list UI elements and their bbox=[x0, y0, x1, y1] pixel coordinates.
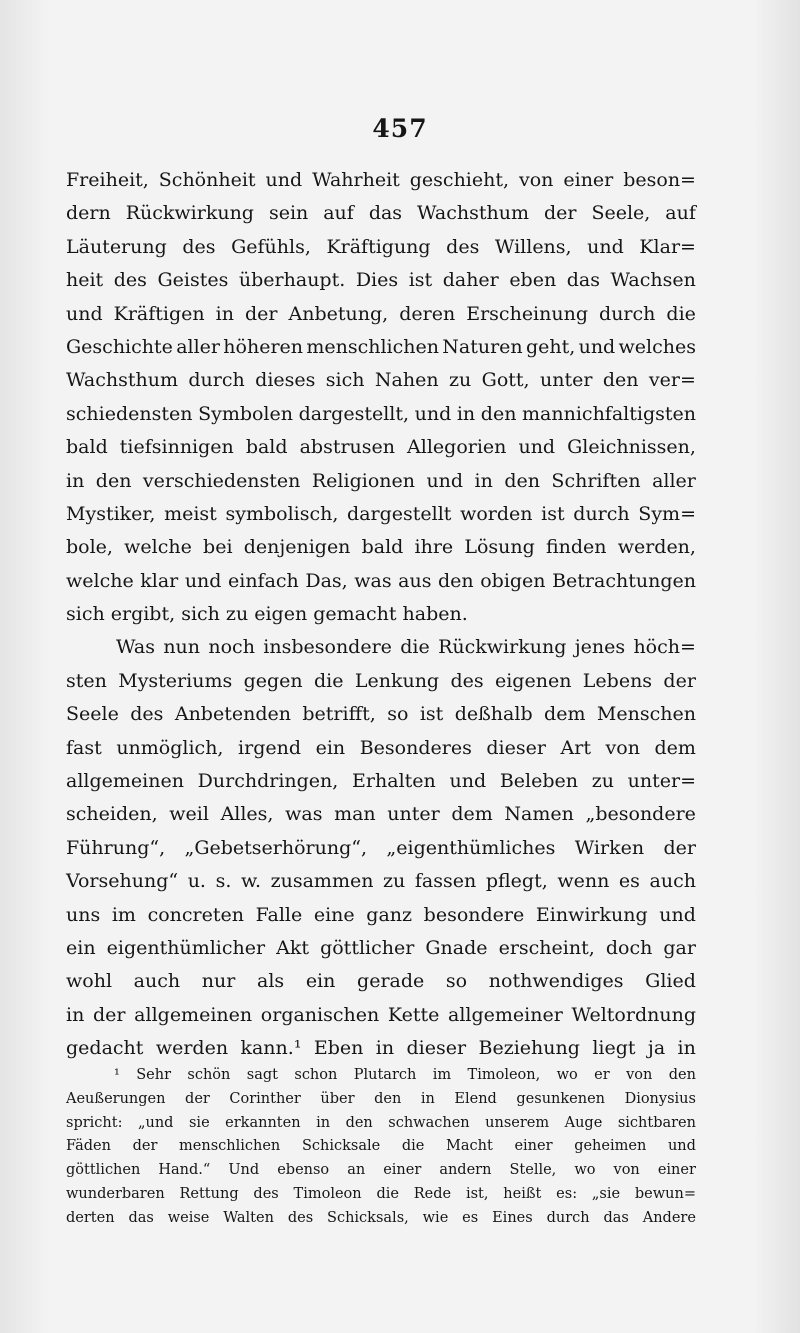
text-line: Läuterung des Gefühls, Kräftigung des Willens, und Klar= bbox=[66, 235, 696, 258]
text-line: sich ergibt, sich zu eigen gemacht haben. bbox=[66, 603, 468, 626]
text-line: sten Mysteriums gegen die Lenkung des eigenen Lebens der bbox=[66, 669, 696, 692]
text-line: Seele des Anbetenden betrifft, so ist deßhalb dem Menschen bbox=[66, 703, 696, 726]
text-line: fast unmöglich, irgend ein Besonderes dieser Art von dem bbox=[66, 736, 696, 759]
text-line: in den verschiedensten Religionen und in den Schriften aller bbox=[66, 469, 696, 492]
footnote-line: derten das weise Walten des Schicksals, wie es Eines durch das Andere bbox=[66, 1209, 696, 1226]
text-line: Freiheit, Schönheit und Wahrheit geschieht, von einer beson= bbox=[66, 169, 696, 191]
footnote-line: Aeußerungen der Corinther über den in Elend gesunkenen Dionysius bbox=[66, 1090, 696, 1107]
text-line: Vorsehung“ u. s. w. zusammen zu fassen pflegt, wenn es auch bbox=[66, 870, 696, 893]
text-line: dern Rückwirkung sein auf das Wachsthum der Seele, auf bbox=[66, 202, 696, 225]
footnote-line: göttlichen Hand.“ Und ebenso an einer andern Stelle, wo von einer bbox=[66, 1162, 696, 1179]
footnote-line: spricht: „und sie erkannten in den schwachen unserem Auge sichtbaren bbox=[66, 1114, 696, 1131]
text-line: Wachsthum durch dieses sich Nahen zu Gott, unter den ver= bbox=[66, 369, 696, 392]
text-line: Geschichte aller höheren menschlichen Naturen geht, und welches bbox=[66, 335, 696, 358]
text-line: welche klar und einfach Das, was aus den obigen Betrachtungen bbox=[66, 569, 696, 592]
page-number: 457 bbox=[372, 114, 428, 143]
text-line: bole, welche bei denjenigen bald ihre Lösung finden werden, bbox=[66, 536, 696, 559]
text-line: scheiden, weil Alles, was man unter dem Namen „besondere bbox=[66, 803, 696, 826]
text-line: und Kräftigen in der Anbetung, deren Erscheinung durch die bbox=[66, 302, 696, 325]
text-line: wohl auch nur als ein gerade so nothwendiges Glied bbox=[66, 970, 696, 993]
footnote-line: wunderbaren Rettung des Timoleon die Rede ist, heißt es: „sie bewun= bbox=[66, 1185, 696, 1202]
text-line: Führung“, „Gebetserhörung“, „eigenthümliches Wirken der bbox=[66, 836, 696, 859]
footnote bbox=[66, 1064, 696, 1231]
text-line: schiedensten Symbolen dargestellt, und in den mannichfaltigsten bbox=[66, 402, 696, 425]
body-text bbox=[66, 164, 696, 1066]
text-line: heit des Geistes überhaupt. Dies ist daher eben das Wachsen bbox=[66, 269, 696, 292]
text-line: uns im concreten Falle eine ganz besondere Einwirkung und bbox=[66, 903, 696, 926]
text-line: allgemeinen Durchdringen, Erhalten und Beleben zu unter= bbox=[66, 770, 696, 793]
text-line: bald tiefsinnigen bald abstrusen Allegorien und Gleichnissen, bbox=[66, 436, 696, 459]
footnote-line: Fäden der menschlichen Schicksale die Macht einer geheimen und bbox=[66, 1138, 696, 1155]
text-line: in der allgemeinen organischen Kette allgemeiner Weltordnung bbox=[66, 1003, 696, 1026]
paragraph-start-line: Was nun noch insbesondere die Rückwirkung jenes höch= bbox=[116, 636, 696, 659]
footnote-line: ¹ Sehr schön sagt schon Plutarch im Timoleon, wo er von den bbox=[114, 1067, 696, 1083]
text-line: Mystiker, meist symbolisch, dargestellt worden ist durch Sym= bbox=[66, 502, 696, 525]
text-line: gedacht werden kann.¹ Eben in dieser Beziehung liegt ja in bbox=[66, 1037, 696, 1060]
text-line: ein eigenthümlicher Akt göttlicher Gnade erscheint, doch gar bbox=[66, 936, 696, 959]
